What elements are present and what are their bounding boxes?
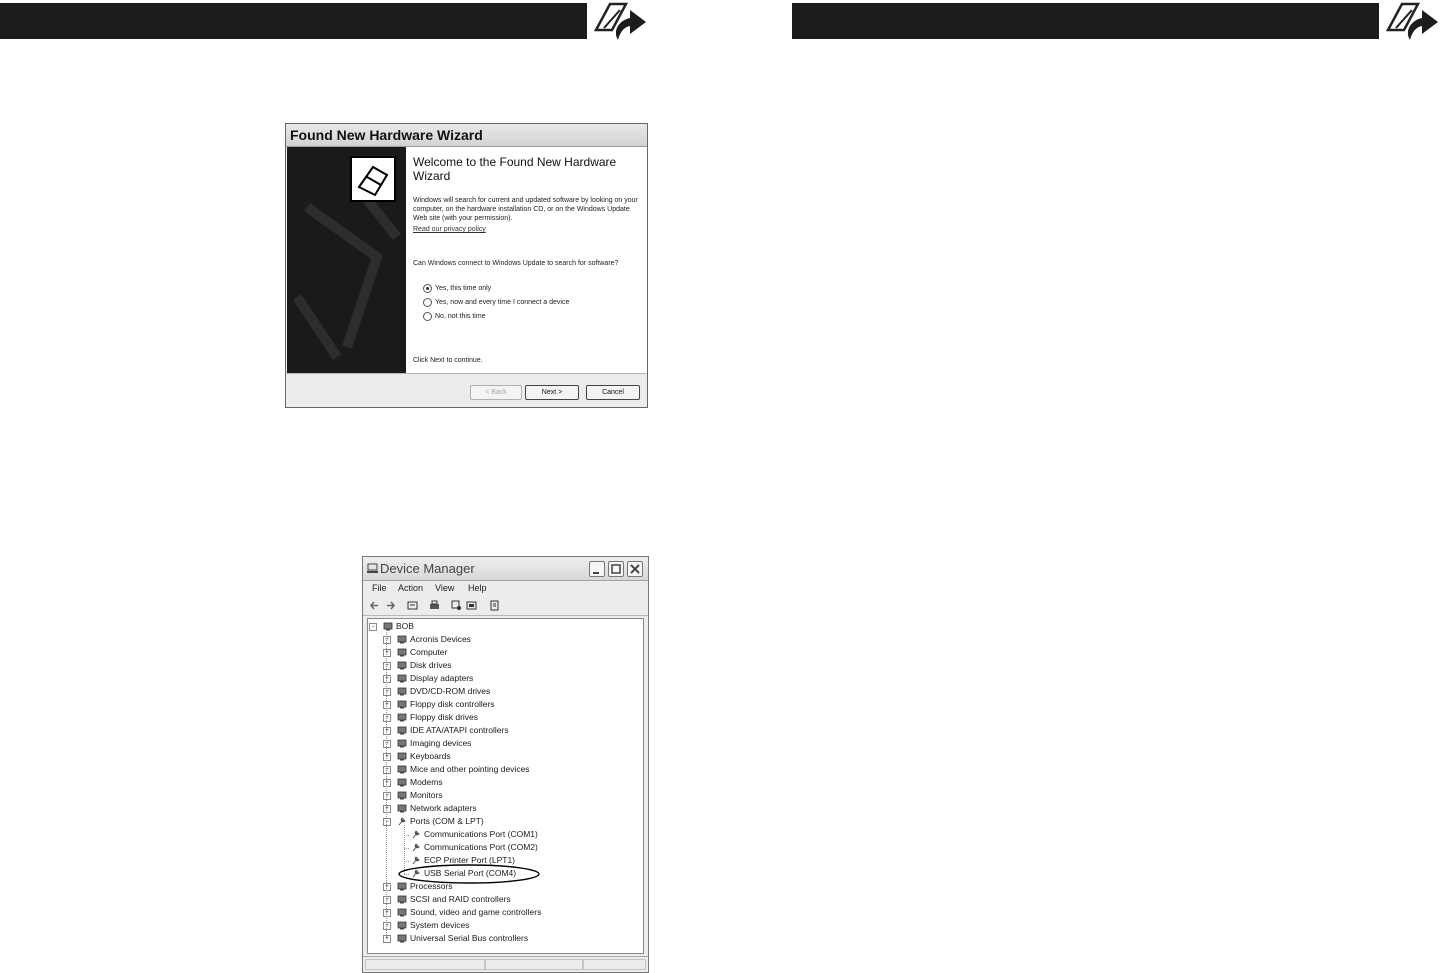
tree-category[interactable] xyxy=(397,738,471,749)
expand-icon[interactable]: + xyxy=(383,766,391,774)
tree-category[interactable] xyxy=(397,673,473,684)
uninstall-icon[interactable] xyxy=(489,600,500,611)
radio-button[interactable] xyxy=(423,298,432,307)
system-icon xyxy=(397,921,407,930)
tree-category[interactable] xyxy=(397,764,530,775)
expand-icon[interactable]: + xyxy=(383,909,391,917)
radio-yes-this-time[interactable] xyxy=(423,284,491,293)
radio-yes-every-time[interactable] xyxy=(423,298,569,307)
properties-icon[interactable] xyxy=(407,600,418,611)
tree-node-label: Imaging devices xyxy=(410,738,472,748)
expand-icon[interactable]: + xyxy=(383,649,391,657)
usb-icon xyxy=(397,934,407,943)
tree-node-label: System devices xyxy=(410,920,470,930)
device-manager-icon xyxy=(367,563,378,574)
tree-category[interactable] xyxy=(397,933,528,944)
expand-icon[interactable]: + xyxy=(383,779,391,787)
update-driver-icon[interactable] xyxy=(466,600,477,611)
back-button[interactable]: < Back xyxy=(470,385,522,400)
controller-icon xyxy=(397,700,407,709)
status-pane xyxy=(485,959,583,970)
tree-category[interactable] xyxy=(397,725,509,736)
forward-arrow-icon[interactable] xyxy=(385,600,396,611)
close-button[interactable] xyxy=(627,561,643,577)
expand-icon[interactable]: + xyxy=(383,935,391,943)
left-logo-icon xyxy=(590,0,652,44)
tree-port-item[interactable] xyxy=(411,829,538,840)
expand-icon[interactable]: + xyxy=(383,675,391,683)
tree-category[interactable] xyxy=(397,660,452,671)
monitor-icon xyxy=(397,791,407,800)
tree-category[interactable] xyxy=(397,712,478,723)
status-pane xyxy=(365,959,485,970)
next-button[interactable]: Next > xyxy=(525,385,579,400)
menu-file[interactable]: File xyxy=(372,583,387,593)
tree-category[interactable] xyxy=(397,803,477,814)
device-manager-title: Device Manager xyxy=(380,561,475,576)
tree-node-label: Display adapters xyxy=(410,673,474,683)
display-icon xyxy=(397,674,407,683)
keyboard-icon xyxy=(397,752,407,761)
menu-view[interactable]: View xyxy=(435,583,455,593)
left-header-bar xyxy=(0,3,587,39)
tree-category[interactable] xyxy=(397,634,471,645)
tree-category[interactable] xyxy=(397,894,511,905)
tree-category[interactable] xyxy=(397,699,495,710)
menu-help[interactable]: Help xyxy=(468,583,487,593)
scsi-icon xyxy=(397,895,407,904)
tree-node-label: SCSI and RAID controllers xyxy=(410,894,511,904)
tree-category[interactable] xyxy=(397,751,451,762)
expand-icon[interactable]: + xyxy=(383,805,391,813)
tree-category[interactable] xyxy=(397,647,447,658)
cd-icon xyxy=(397,687,407,696)
tree-node-label: Floppy disk controllers xyxy=(410,699,495,709)
network-icon xyxy=(397,804,407,813)
tree-node-label: BOB xyxy=(396,621,414,631)
maximize-icon xyxy=(609,562,623,576)
print-icon[interactable] xyxy=(429,600,440,611)
device-manager-title-bar xyxy=(363,557,648,581)
camera-icon xyxy=(397,739,407,748)
tree-node-label: Modems xyxy=(410,777,443,787)
tree-category[interactable] xyxy=(397,907,541,918)
expand-icon[interactable]: + xyxy=(383,714,391,722)
tree-category[interactable] xyxy=(397,790,443,801)
tree-node-label: Mice and other pointing devices xyxy=(410,764,530,774)
tree-node-label: Disk drives xyxy=(410,660,452,670)
wizard-content xyxy=(406,147,647,373)
device-tree xyxy=(367,618,644,954)
tree-root-computer[interactable] xyxy=(383,621,414,632)
menu-bar xyxy=(363,581,648,596)
minimize-icon xyxy=(590,562,604,576)
tree-node-label: ECP Printer Port (LPT1) xyxy=(424,855,516,865)
modem-icon xyxy=(397,778,407,787)
expand-icon[interactable]: + xyxy=(383,727,391,735)
tree-node-label: Monitors xyxy=(410,790,443,800)
right-header-bar xyxy=(792,3,1379,39)
computer-icon xyxy=(383,622,393,631)
sound-icon xyxy=(397,908,407,917)
right-logo-icon xyxy=(1382,0,1444,44)
tree-node-label: Communications Port (COM1) xyxy=(424,829,538,839)
wizard-footer xyxy=(286,373,647,407)
radio-no-not-this-time[interactable] xyxy=(423,312,486,321)
expand-icon[interactable]: + xyxy=(383,701,391,709)
tree-node-label: DVD/CD-ROM drives xyxy=(410,686,491,696)
menu-action[interactable]: Action xyxy=(398,583,424,593)
tree-node-label: USB Serial Port (COM4) xyxy=(424,868,517,878)
tree-node-label: Computer xyxy=(410,647,448,657)
expand-icon[interactable]: + xyxy=(383,896,391,904)
scan-hardware-icon[interactable] xyxy=(451,600,462,611)
wizard-heading: Welcome to the Found New Hardware Wizard xyxy=(413,155,617,183)
tree-port-item[interactable] xyxy=(411,842,538,853)
expand-icon[interactable]: + xyxy=(383,636,391,644)
tree-category[interactable] xyxy=(397,686,490,697)
tree-category-ports[interactable] xyxy=(397,816,484,827)
radio-label: Yes, this time only xyxy=(435,285,492,292)
mouse-icon xyxy=(397,765,407,774)
collapse-icon[interactable]: − xyxy=(369,623,377,631)
tree-node-label: Acronis Devices xyxy=(410,634,471,644)
floppy-icon xyxy=(397,713,407,722)
expand-icon[interactable]: + xyxy=(383,753,391,761)
device-icon xyxy=(397,635,407,644)
toolbar xyxy=(363,597,648,616)
status-pane xyxy=(583,959,646,970)
tree-node-label: Network adapters xyxy=(410,803,477,813)
controller-icon xyxy=(397,726,407,735)
port-connector-icon xyxy=(411,830,421,839)
tree-connector xyxy=(386,630,387,939)
expand-icon[interactable]: + xyxy=(383,883,391,891)
collapse-icon[interactable]: − xyxy=(383,818,391,826)
device-manager-window xyxy=(362,556,649,973)
back-arrow-icon[interactable] xyxy=(369,600,380,611)
computer-icon xyxy=(397,648,407,657)
tree-node-label: Communications Port (COM2) xyxy=(424,842,538,852)
tree-node-label: Floppy disk drives xyxy=(410,712,479,722)
found-new-hardware-wizard xyxy=(285,123,648,408)
status-bar xyxy=(363,956,648,972)
tree-node-label: Processors xyxy=(410,881,453,891)
wizard-side-graphic xyxy=(287,147,406,373)
wizard-continue-text: Click Next to continue. xyxy=(413,357,483,364)
port-connector-icon xyxy=(397,817,407,826)
radio-button[interactable] xyxy=(423,312,432,321)
wizard-question: Can Windows connect to Windows Update to search for software? xyxy=(413,260,619,267)
expand-icon[interactable]: + xyxy=(383,792,391,800)
tree-category[interactable] xyxy=(397,777,443,788)
wizard-intro: Windows will search for current and updated software by looking on your computer, on the hardware installation CD, or on the Windows Update Web site (with your permission). xyxy=(413,197,638,222)
expand-icon[interactable]: + xyxy=(383,688,391,696)
minimize-button[interactable] xyxy=(589,561,605,577)
disk-icon xyxy=(397,661,407,670)
close-icon xyxy=(628,562,642,576)
radio-label: Yes, now and every time I connect a device xyxy=(435,299,570,306)
highlight-ellipse xyxy=(396,862,546,886)
expand-icon[interactable]: + xyxy=(383,922,391,930)
tree-node-label: Universal Serial Bus controllers xyxy=(410,933,529,943)
radio-button-selected[interactable] xyxy=(423,284,432,293)
tree-node-label: Keyboards xyxy=(410,751,451,761)
port-connector-icon xyxy=(411,843,421,852)
expand-icon[interactable]: + xyxy=(383,662,391,670)
wizard-title-bar xyxy=(286,124,647,147)
tree-node-label: Ports (COM & LPT) xyxy=(410,816,484,826)
tree-node-label: Sound, video and game controllers xyxy=(410,907,542,917)
tree-category[interactable] xyxy=(397,920,470,931)
cancel-button[interactable]: Cancel xyxy=(586,385,640,400)
radio-label: No, not this time xyxy=(435,313,486,320)
privacy-policy-link[interactable]: Read our privacy policy xyxy=(413,226,486,233)
wizard-title: Found New Hardware Wizard xyxy=(290,127,483,143)
tree-node-label: IDE ATA/ATAPI controllers xyxy=(410,725,509,735)
maximize-button[interactable] xyxy=(608,561,624,577)
expand-icon[interactable]: + xyxy=(383,740,391,748)
